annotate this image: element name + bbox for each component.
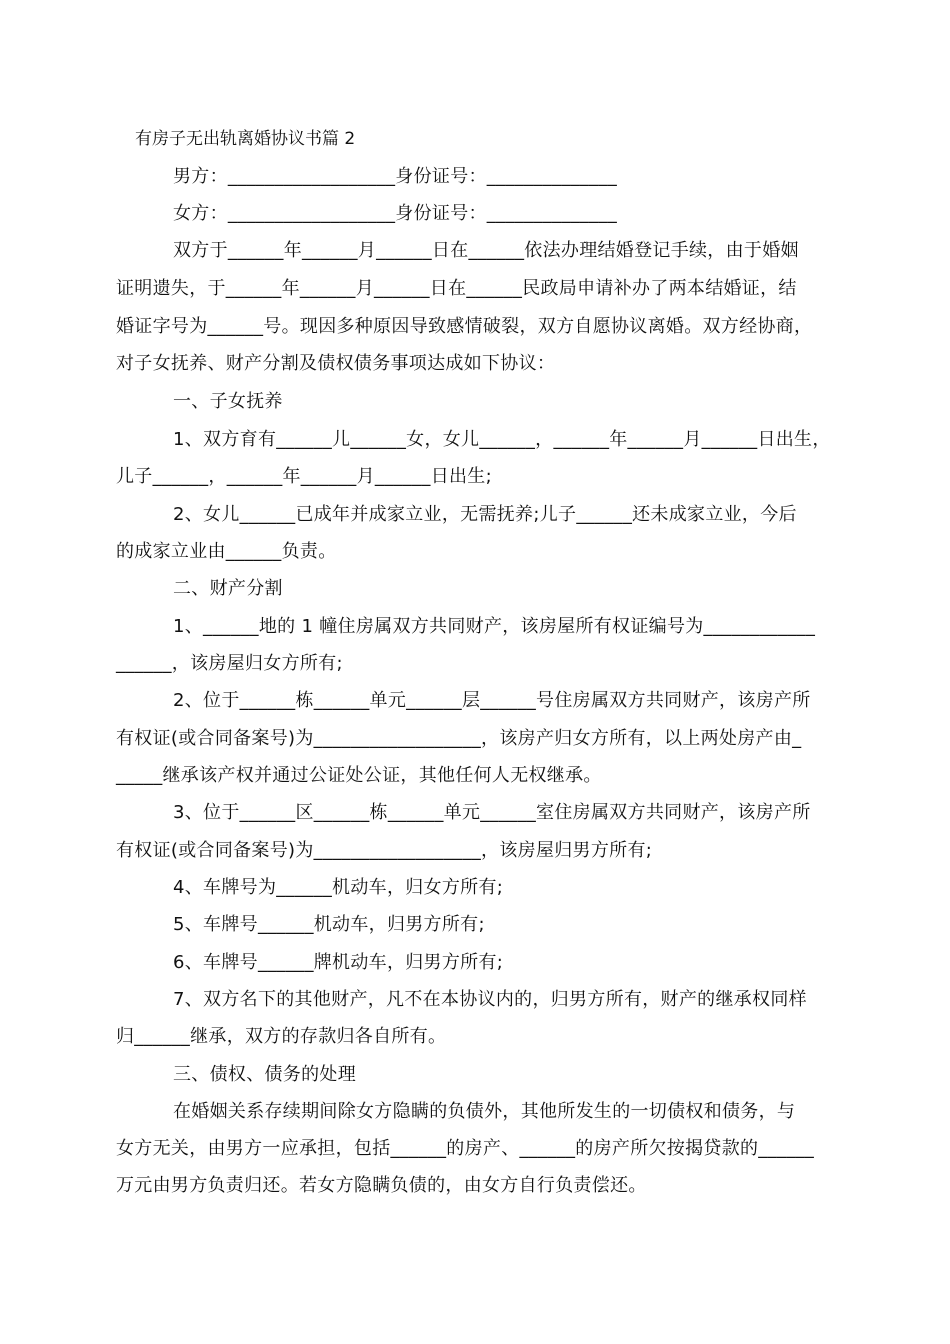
paragraph-line: _____继承该产权并通过公证处公证，其他任何人无权继承。 [116, 765, 602, 786]
paragraph-line: 女方无关，由男方一应承担，包括______的房产、______的房产所欠按揭贷款的______ [116, 1138, 815, 1159]
paragraph-line: ______，该房屋归女方所有; [116, 653, 343, 674]
document-title: 有房子无出轨离婚协议书篇 2 [135, 129, 356, 149]
section-heading: 一、子女抚养 [173, 391, 283, 412]
paragraph-line: 1、双方育有______儿______女，女儿______，______年______月______日出生， [173, 429, 831, 450]
paragraph-line: 在婚姻关系存续期间除女方隐瞒的负债外，其他所发生的一切债权和债务，与 [173, 1101, 796, 1122]
paragraph-line: 双方于______年______月______日在______依法办理结婚登记手续，由于婚姻 [173, 240, 799, 261]
paragraph-line: 2、女儿______已成年并成家立业，无需抚养;儿子______还未成家立业，今后 [173, 504, 797, 525]
paragraph-line: 的成家立业由______负责。 [116, 541, 337, 562]
paragraph-line: 有权证(或合同备案号)为__________________，该房产归女方所有，以上两处房产由_ [116, 728, 802, 749]
paragraph-line: 3、位于______区______栋______单元______室住房属双方共同财产，该房产所 [173, 802, 811, 823]
paragraph-line: 2、位于______栋______单元______层______号住房属双方共同财产，该房产所 [173, 690, 811, 711]
paragraph-line: 有权证(或合同备案号)为__________________，该房屋归男方所有; [116, 840, 653, 861]
male-party-line: 男方：__________________身份证号：______________ [173, 166, 617, 187]
section-heading: 三、债权、债务的处理 [173, 1064, 356, 1085]
paragraph-line: 万元由男方负责归还。若女方隐瞒负债的，由女方自行负责偿还。 [116, 1175, 647, 1196]
paragraph-line: 6、车牌号______牌机动车，归男方所有; [173, 952, 504, 973]
paragraph-line: 证明遗失，于______年______月______日在______民政局申请补办了两本结婚证，结 [116, 278, 797, 299]
female-party-line: 女方：__________________身份证号：______________ [173, 203, 617, 224]
paragraph-line: 7、双方名下的其他财产，凡不在本协议内的，归男方所有，财产的继承权同样 [173, 989, 807, 1010]
paragraph-line: 归______继承，双方的存款归各自所有。 [116, 1026, 447, 1047]
section-heading: 二、财产分割 [173, 578, 283, 599]
paragraph-line: 儿子______，______年______月______日出生; [116, 466, 492, 487]
paragraph-line: 婚证字号为______号。现因多种原因导致感情破裂，双方自愿协议离婚。双方经协商， [116, 316, 813, 337]
paragraph-line: 1、______地的 1 幢住房属双方共同财产，该房屋所有权证编号为____________ [173, 616, 816, 637]
paragraph-line: 对子女抚养、财产分割及债权债务事项达成如下协议： [116, 353, 556, 374]
paragraph-line: 5、车牌号______机动车，归男方所有; [173, 914, 485, 935]
paragraph-line: 4、车牌号为______机动车，归女方所有; [173, 877, 504, 898]
